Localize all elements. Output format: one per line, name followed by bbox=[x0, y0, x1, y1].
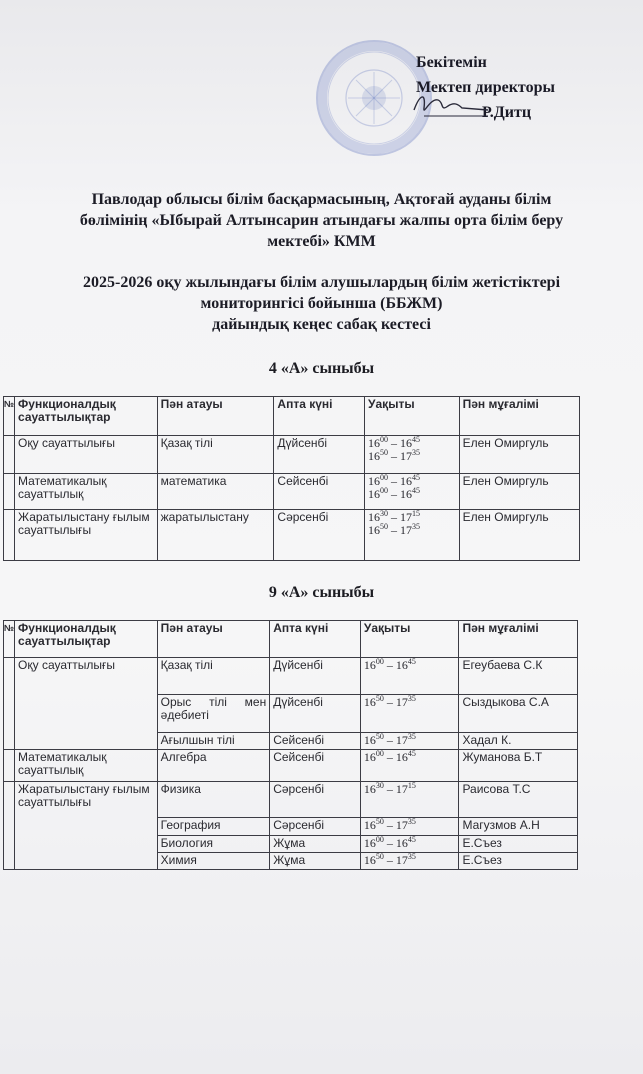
time-cell: $16^{30} - 17^{15}$ $16^{50} - 17^{35}$ bbox=[365, 510, 460, 561]
teacher-cell: Елен Омиргуль bbox=[459, 510, 579, 561]
day-cell: Жұма bbox=[270, 853, 361, 870]
table-header-row bbox=[4, 621, 578, 658]
org-title-line-2: бөлімінің «Ыбырай Алтынсарин атындағы жалпы орта білім беру bbox=[79, 212, 564, 229]
org-title-line-1: Павлодар облысы білім басқармасының, Ақтоғай ауданы білім bbox=[91, 191, 552, 208]
header-day: Апта күні bbox=[270, 621, 361, 658]
header-subject: Пән атауы bbox=[157, 397, 274, 436]
org-title bbox=[10, 189, 633, 252]
table-row bbox=[4, 782, 578, 818]
time-cell: $16^{00} - 16^{45}$ $16^{50} - 17^{35}$ bbox=[365, 436, 460, 474]
class-title-4a: 4 «А» сыныбы bbox=[268, 360, 375, 377]
subject-cell: математика bbox=[157, 474, 274, 510]
day-cell: Дүйсенбі bbox=[270, 658, 361, 695]
table-header-row bbox=[4, 397, 580, 436]
header-time: Уақыты bbox=[360, 621, 459, 658]
header-time: Уақыты bbox=[365, 397, 460, 436]
teacher-cell: Е.Съез bbox=[459, 853, 578, 870]
document-subtitle bbox=[10, 272, 633, 335]
table-row bbox=[4, 510, 580, 561]
literacy-cell: Оқу сауаттылығы bbox=[15, 658, 158, 750]
teacher-cell: Елен Омиргуль bbox=[459, 436, 579, 474]
day-cell: Сәрсенбі bbox=[270, 818, 361, 836]
time-cell: $16^{50} - 17^{35}$ bbox=[360, 818, 459, 836]
subject-cell: Ағылшын тілі bbox=[157, 733, 270, 750]
header-teacher: Пән мұғалімі bbox=[459, 397, 579, 436]
teacher-cell: Магузмов А.Н bbox=[459, 818, 578, 836]
schedule-table-9a bbox=[3, 620, 578, 870]
day-cell: Жұма bbox=[270, 836, 361, 853]
subject-cell: жаратылыстану bbox=[157, 510, 274, 561]
day-cell: Сейсенбі bbox=[274, 474, 365, 510]
subject-cell: Қазақ тілі bbox=[157, 658, 270, 695]
header-literacy: Функционалдық сауаттылықтар bbox=[15, 397, 158, 436]
time-cell: $16^{30} - 17^{15}$ bbox=[360, 782, 459, 818]
header-teacher: Пән мұғалімі bbox=[459, 621, 578, 658]
time-cell: $16^{50} - 17^{35}$ bbox=[360, 853, 459, 870]
schedule-table-4a bbox=[3, 396, 580, 561]
table-row bbox=[4, 474, 580, 510]
subtitle-line-3: дайындық кеңес сабақ кестесі bbox=[212, 316, 431, 333]
header-num: № bbox=[4, 621, 15, 658]
day-cell: Сейсенбі bbox=[270, 733, 361, 750]
literacy-cell: Жаратылыстану ғылым сауаттылығы bbox=[15, 782, 158, 870]
subject-cell: Алгебра bbox=[157, 750, 270, 782]
subtitle-line-1: 2025-2026 оқу жылындағы білім алушылардың білім жетістіктері bbox=[82, 274, 561, 291]
class-title-9a: 9 «А» сыныбы bbox=[268, 584, 375, 601]
teacher-cell: Сыздыкова С.А bbox=[459, 695, 578, 733]
time-cell: $16^{50} - 17^{35}$ bbox=[360, 733, 459, 750]
teacher-cell: Жуманова Б.Т bbox=[459, 750, 578, 782]
time-cell: $16^{00} - 16^{45}$ bbox=[360, 836, 459, 853]
teacher-cell: Раисова Т.С bbox=[459, 782, 578, 818]
teacher-cell: Е.Съез bbox=[459, 836, 578, 853]
subject-cell: Химия bbox=[157, 853, 270, 870]
subject-cell: Орыс тілі мен әдебиеті bbox=[157, 695, 270, 733]
subject-cell: География bbox=[157, 818, 270, 836]
literacy-cell: Математикалық сауаттылық bbox=[15, 474, 158, 510]
time-cell: $16^{00} - 16^{45}$ bbox=[360, 658, 459, 695]
teacher-cell: Хадал К. bbox=[459, 733, 578, 750]
time-cell: $16^{00} - 16^{45}$ bbox=[360, 750, 459, 782]
approval-name: Р.Дитц bbox=[482, 104, 532, 121]
day-cell: Сәрсенбі bbox=[270, 782, 361, 818]
teacher-cell: Елен Омиргуль bbox=[459, 474, 579, 510]
approval-label: Бекітемін bbox=[416, 54, 487, 71]
literacy-cell: Оқу сауаттылығы bbox=[15, 436, 158, 474]
subject-cell: Биология bbox=[157, 836, 270, 853]
day-cell: Дүйсенбі bbox=[274, 436, 365, 474]
day-cell: Сәрсенбі bbox=[274, 510, 365, 561]
subject-cell: Қазақ тілі bbox=[157, 436, 274, 474]
literacy-cell: Математикалық сауаттылық bbox=[15, 750, 158, 782]
header-num: № bbox=[4, 397, 15, 436]
table-row bbox=[4, 658, 578, 695]
day-cell: Дүйсенбі bbox=[270, 695, 361, 733]
day-cell: Сейсенбі bbox=[270, 750, 361, 782]
approval-position: Мектеп директоры bbox=[416, 79, 555, 96]
signature-icon bbox=[410, 88, 490, 120]
time-cell: $16^{50} - 17^{35}$ bbox=[360, 695, 459, 733]
table-row bbox=[4, 436, 580, 474]
subtitle-line-2: мониторингісі бойынша (ББЖМ) bbox=[200, 295, 443, 312]
subject-cell: Физика bbox=[157, 782, 270, 818]
header-day: Апта күні bbox=[274, 397, 365, 436]
header-literacy: Функционалдық сауаттылықтар bbox=[15, 621, 158, 658]
org-title-line-3: мектебі» КММ bbox=[267, 233, 376, 250]
teacher-cell: Егеубаева С.К bbox=[459, 658, 578, 695]
header-subject: Пән атауы bbox=[157, 621, 270, 658]
literacy-cell: Жаратылыстану ғылым сауаттылығы bbox=[15, 510, 158, 561]
time-cell: $16^{00} - 16^{45}$ $16^{00} - 16^{45}$ bbox=[365, 474, 460, 510]
table-row bbox=[4, 750, 578, 782]
